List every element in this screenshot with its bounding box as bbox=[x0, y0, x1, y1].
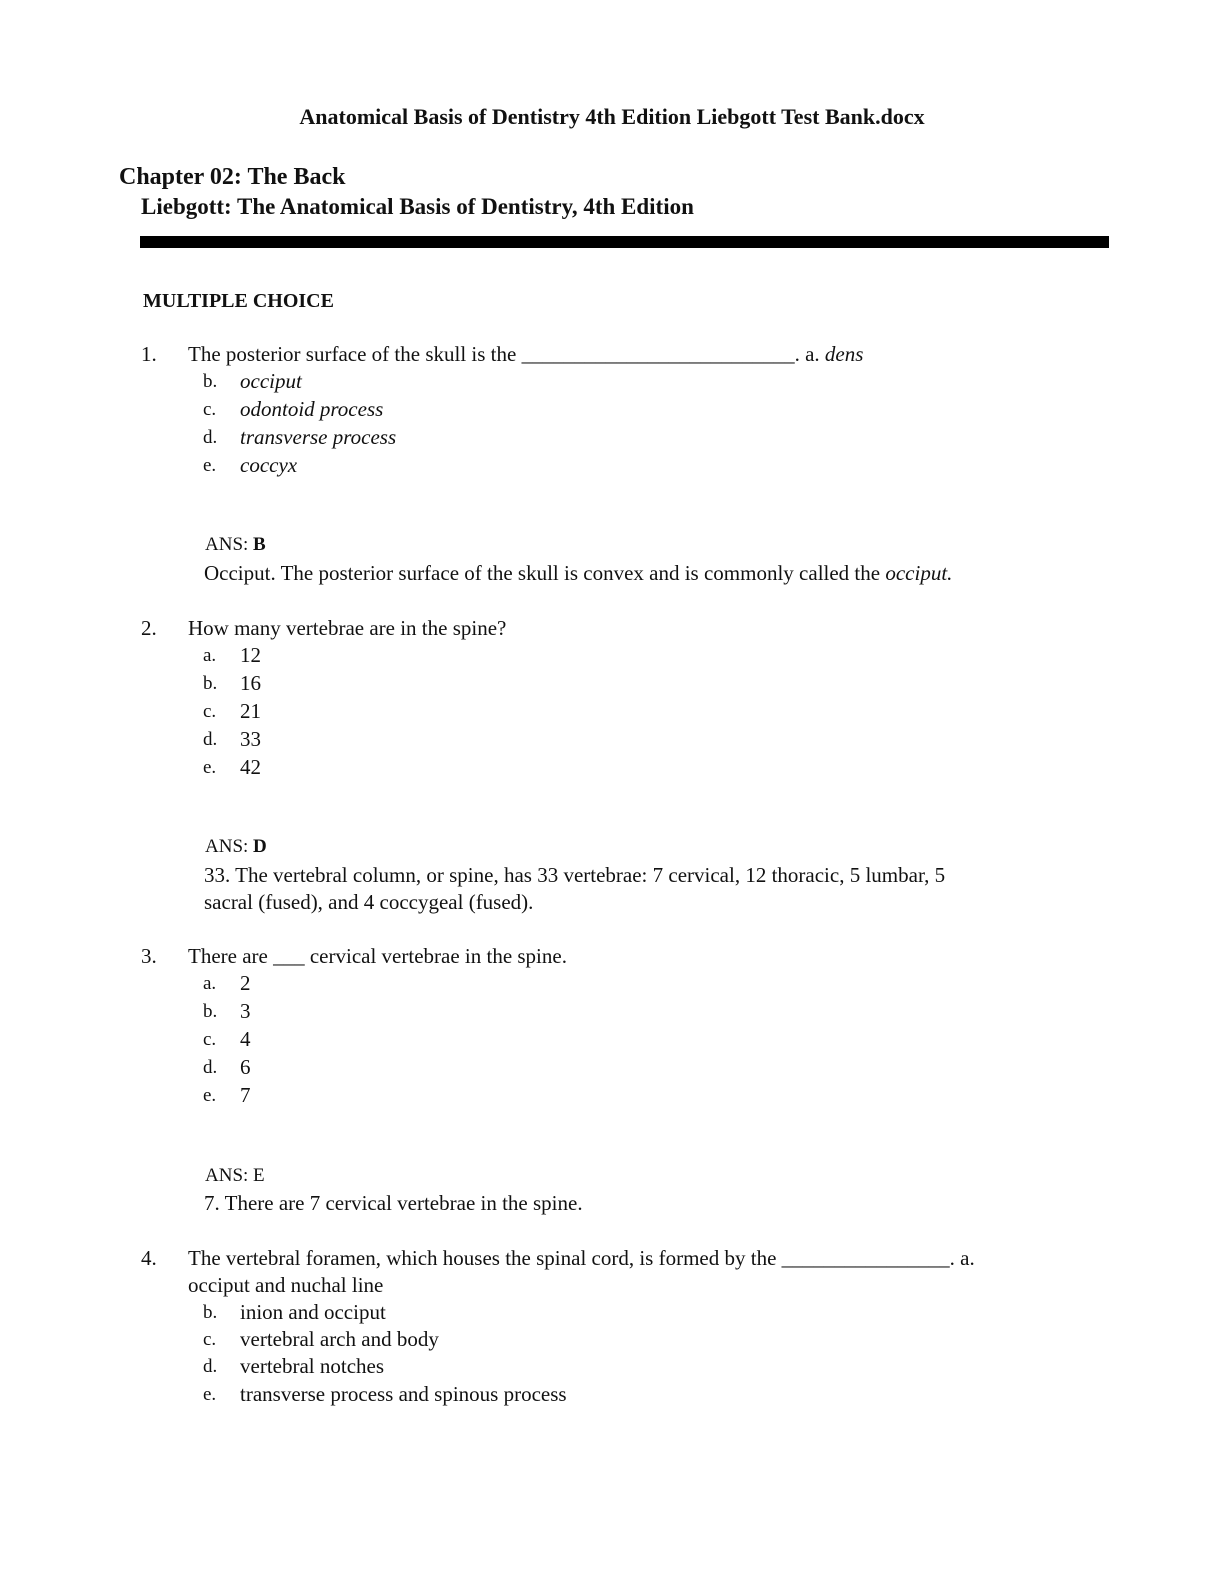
option-letter: c. bbox=[203, 399, 217, 420]
answer-prefix: ANS: bbox=[205, 1165, 249, 1186]
option-text: 7 bbox=[240, 1083, 251, 1107]
option-letter: d. bbox=[203, 729, 218, 750]
question-stem: There are ___ cervical vertebrae in the spine. bbox=[188, 944, 567, 968]
answer-explanation bbox=[204, 561, 952, 586]
book-subtitle: Liebgott: The Anatomical Basis of Dentistry, 4th Edition bbox=[141, 194, 694, 219]
chapter-heading: Chapter 02: The Back bbox=[119, 164, 346, 190]
question-stem-line-2: occiput and nuchal line bbox=[188, 1273, 384, 1297]
question-number: 2. bbox=[141, 616, 157, 640]
option-text: 2 bbox=[240, 971, 251, 995]
answer-letter: E bbox=[253, 1165, 265, 1186]
option-letter: b. bbox=[203, 1302, 218, 1323]
option-text: occiput bbox=[240, 369, 302, 393]
option-text: 12 bbox=[240, 643, 261, 667]
option-letter: a. bbox=[805, 342, 820, 366]
option-text: vertebral notches bbox=[240, 1354, 385, 1378]
question-stem bbox=[188, 1246, 975, 1271]
option-text: inion and occiput bbox=[240, 1300, 386, 1324]
option-letter: a. bbox=[203, 645, 217, 666]
option-text: 3 bbox=[240, 999, 251, 1023]
answer-explanation-line-2: sacral (fused), and 4 coccygeal (fused). bbox=[204, 890, 534, 914]
answer-explanation: 7. There are 7 cervical vertebrae in the spine. bbox=[204, 1191, 583, 1215]
option-letter: e. bbox=[203, 757, 217, 778]
heading-divider bbox=[140, 236, 1109, 248]
option-letter: d. bbox=[203, 1057, 218, 1078]
explanation-text: Occiput. The posterior surface of the skull is convex and is commonly called the bbox=[204, 561, 886, 585]
answer-letter: B bbox=[253, 534, 266, 555]
option-letter: c. bbox=[203, 1029, 217, 1050]
option-letter: e. bbox=[203, 1085, 217, 1106]
option-letter: b. bbox=[203, 673, 218, 694]
answer-prefix: ANS: bbox=[205, 836, 249, 857]
option-text: 4 bbox=[240, 1027, 251, 1051]
option-text: transverse process and spinous process bbox=[240, 1382, 567, 1406]
section-heading: MULTIPLE CHOICE bbox=[143, 290, 334, 312]
option-letter: e. bbox=[203, 1384, 217, 1405]
option-letter: c. bbox=[203, 701, 217, 722]
question-number: 1. bbox=[141, 342, 157, 366]
question-stem bbox=[188, 342, 863, 367]
option-letter: a. bbox=[203, 973, 217, 994]
option-letter: b. bbox=[203, 371, 218, 392]
document-title: Anatomical Basis of Dentistry 4th Edition Liebgott Test Bank.docx bbox=[299, 104, 925, 129]
option-text: coccyx bbox=[240, 453, 298, 477]
question-stem: How many vertebrae are in the spine? bbox=[188, 616, 507, 640]
option-letter: b. bbox=[203, 1001, 218, 1022]
answer-label bbox=[205, 836, 267, 858]
option-text: odontoid process bbox=[240, 397, 384, 421]
option-letter: d. bbox=[203, 1356, 218, 1377]
option-letter: e. bbox=[203, 455, 217, 476]
question-number: 3. bbox=[141, 944, 157, 968]
option-text: 42 bbox=[240, 755, 261, 779]
answer-label bbox=[205, 1165, 265, 1187]
question-number: 4. bbox=[141, 1246, 157, 1270]
option-text: 6 bbox=[240, 1055, 251, 1079]
option-text: vertebral arch and body bbox=[240, 1327, 439, 1351]
answer-label bbox=[205, 534, 266, 556]
option-text: 21 bbox=[240, 699, 261, 723]
question-stem-text: The posterior surface of the skull is the __________________________. bbox=[188, 342, 800, 366]
answer-explanation-line-1: 33. The vertebral column, or spine, has 33 vertebrae: 7 cervical, 12 thoracic, 5 lumbar, 5 bbox=[204, 863, 946, 887]
explanation-italic: occiput. bbox=[885, 561, 953, 585]
option-text: 33 bbox=[240, 727, 261, 751]
answer-prefix: ANS: bbox=[205, 534, 249, 555]
option-letter: d. bbox=[203, 427, 218, 448]
option-letter: c. bbox=[203, 1329, 217, 1350]
option-text: transverse process bbox=[240, 425, 397, 449]
answer-letter: D bbox=[253, 836, 267, 857]
option-letter: a. bbox=[960, 1246, 975, 1270]
option-text: 16 bbox=[240, 671, 261, 695]
option-text: dens bbox=[824, 342, 864, 366]
question-stem-text: The vertebral foramen, which houses the spinal cord, is formed by the ________________. bbox=[188, 1246, 955, 1270]
